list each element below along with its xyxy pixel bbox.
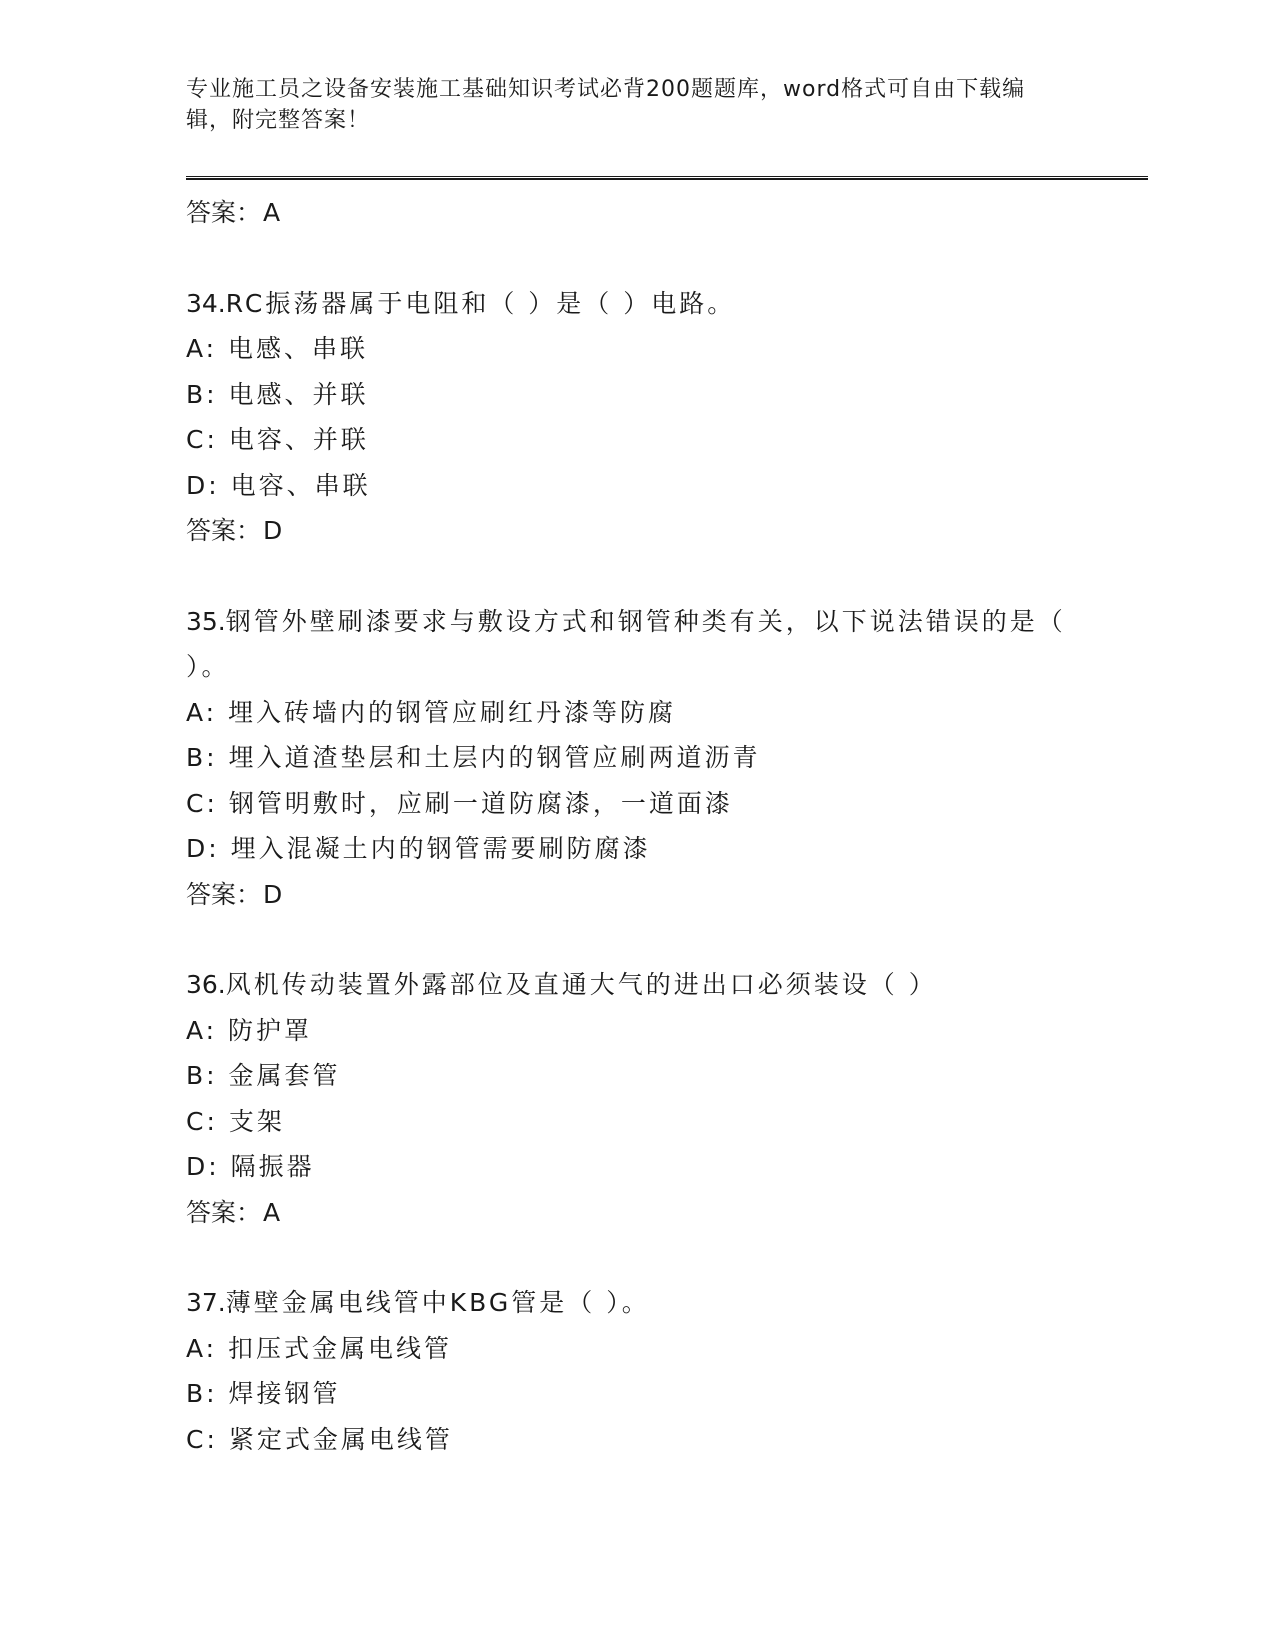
question-text: RC振荡器属于电阻和（ ）是（ ）电路。 <box>225 288 736 318</box>
option-c <box>186 417 1086 463</box>
option-text: 隔振器 <box>230 1152 315 1181</box>
option-text: 防护罩 <box>228 1015 313 1045</box>
question-block <box>186 599 1086 918</box>
answer-value: A <box>263 198 281 227</box>
answer-label: 答案： <box>186 1197 262 1227</box>
option-a <box>186 326 1086 372</box>
option-key: C: <box>186 425 218 454</box>
option-key: B: <box>186 1379 218 1408</box>
question-block <box>186 281 1086 554</box>
option-text: 焊接钢管 <box>228 1379 341 1408</box>
option-c <box>186 1417 1086 1463</box>
question-text: 风机传动装置外露部位及直通大气的进出口必须装设（ ） <box>225 970 937 999</box>
option-key: B: <box>186 1061 218 1090</box>
document-header: 专业施工员之设备安装施工基础知识考试必背200题题库，word格式可自由下载编辑，附完整答案！ <box>186 77 1026 133</box>
option-d <box>186 826 1086 872</box>
option-b <box>186 735 1086 781</box>
option-text: 电容、串联 <box>230 470 371 500</box>
option-text: 金属套管 <box>228 1061 341 1090</box>
option-key: B: <box>186 743 218 772</box>
answer-value: D <box>263 879 283 909</box>
option-text: 钢管明敷时，应刷一道防腐漆，一道面漆 <box>228 788 733 818</box>
option-key: C: <box>186 1424 218 1454</box>
option-text: 电容、并联 <box>228 425 369 454</box>
option-d <box>186 463 1086 509</box>
option-c <box>186 1099 1086 1145</box>
option-key: D: <box>186 834 220 863</box>
option-d <box>186 1144 1086 1190</box>
option-key: C: <box>186 1106 218 1136</box>
answer-line <box>186 872 1086 918</box>
option-text: 支架 <box>228 1106 285 1136</box>
answer-label: 答案： <box>186 198 262 227</box>
option-key: A: <box>186 334 218 363</box>
question-stem <box>186 1280 1086 1326</box>
option-key: D: <box>186 1152 220 1181</box>
question-number: 37. <box>186 1288 226 1317</box>
question-text: 钢管外壁刷漆要求与敷设方式和钢管种类有关，以下说法错误的是（ ）。 <box>186 606 1066 681</box>
option-key: C: <box>186 788 218 818</box>
option-a <box>186 1008 1086 1054</box>
question-block <box>186 1280 1086 1462</box>
option-text: 埋入道渣垫层和土层内的钢管应刷两道沥青 <box>228 743 761 772</box>
option-b <box>186 1053 1086 1099</box>
answer-label: 答案： <box>186 879 262 909</box>
header-divider <box>186 176 1148 180</box>
answer-value: A <box>263 1197 281 1227</box>
option-text: 电感、并联 <box>228 379 369 409</box>
spacer <box>186 1235 1086 1280</box>
option-a <box>186 1326 1086 1372</box>
question-stem <box>186 599 1066 690</box>
question-block <box>186 962 1086 1235</box>
question-number: 34. <box>186 288 226 318</box>
option-key: A: <box>186 1333 218 1363</box>
option-text: 埋入混凝土内的钢管需要刷防腐漆 <box>230 834 651 863</box>
option-key: B: <box>186 379 218 409</box>
answer-line <box>186 508 1086 554</box>
question-number: 35. <box>186 606 226 636</box>
question-list <box>186 190 1086 1462</box>
answer-line <box>186 1190 1086 1236</box>
answer-line <box>186 190 1086 236</box>
answer-value: D <box>263 516 283 545</box>
option-c <box>186 781 1086 827</box>
option-b <box>186 372 1086 418</box>
option-a <box>186 690 1086 736</box>
spacer <box>186 236 1086 281</box>
spacer <box>186 554 1086 599</box>
option-text: 扣压式金属电线管 <box>228 1333 453 1363</box>
question-text: 薄壁金属电线管中KBG管是（ ）。 <box>225 1288 650 1317</box>
option-text: 埋入砖墙内的钢管应刷红丹漆等防腐 <box>228 697 677 727</box>
option-key: A: <box>186 1015 218 1045</box>
question-stem <box>186 281 1086 327</box>
option-key: D: <box>186 470 220 500</box>
question-number: 36. <box>186 970 226 999</box>
option-b <box>186 1371 1086 1417</box>
spacer <box>186 917 1086 962</box>
option-key: A: <box>186 697 218 727</box>
answer-label: 答案： <box>186 516 262 545</box>
option-text: 紧定式金属电线管 <box>228 1424 453 1454</box>
option-text: 电感、串联 <box>228 334 369 363</box>
question-stem <box>186 962 1086 1008</box>
